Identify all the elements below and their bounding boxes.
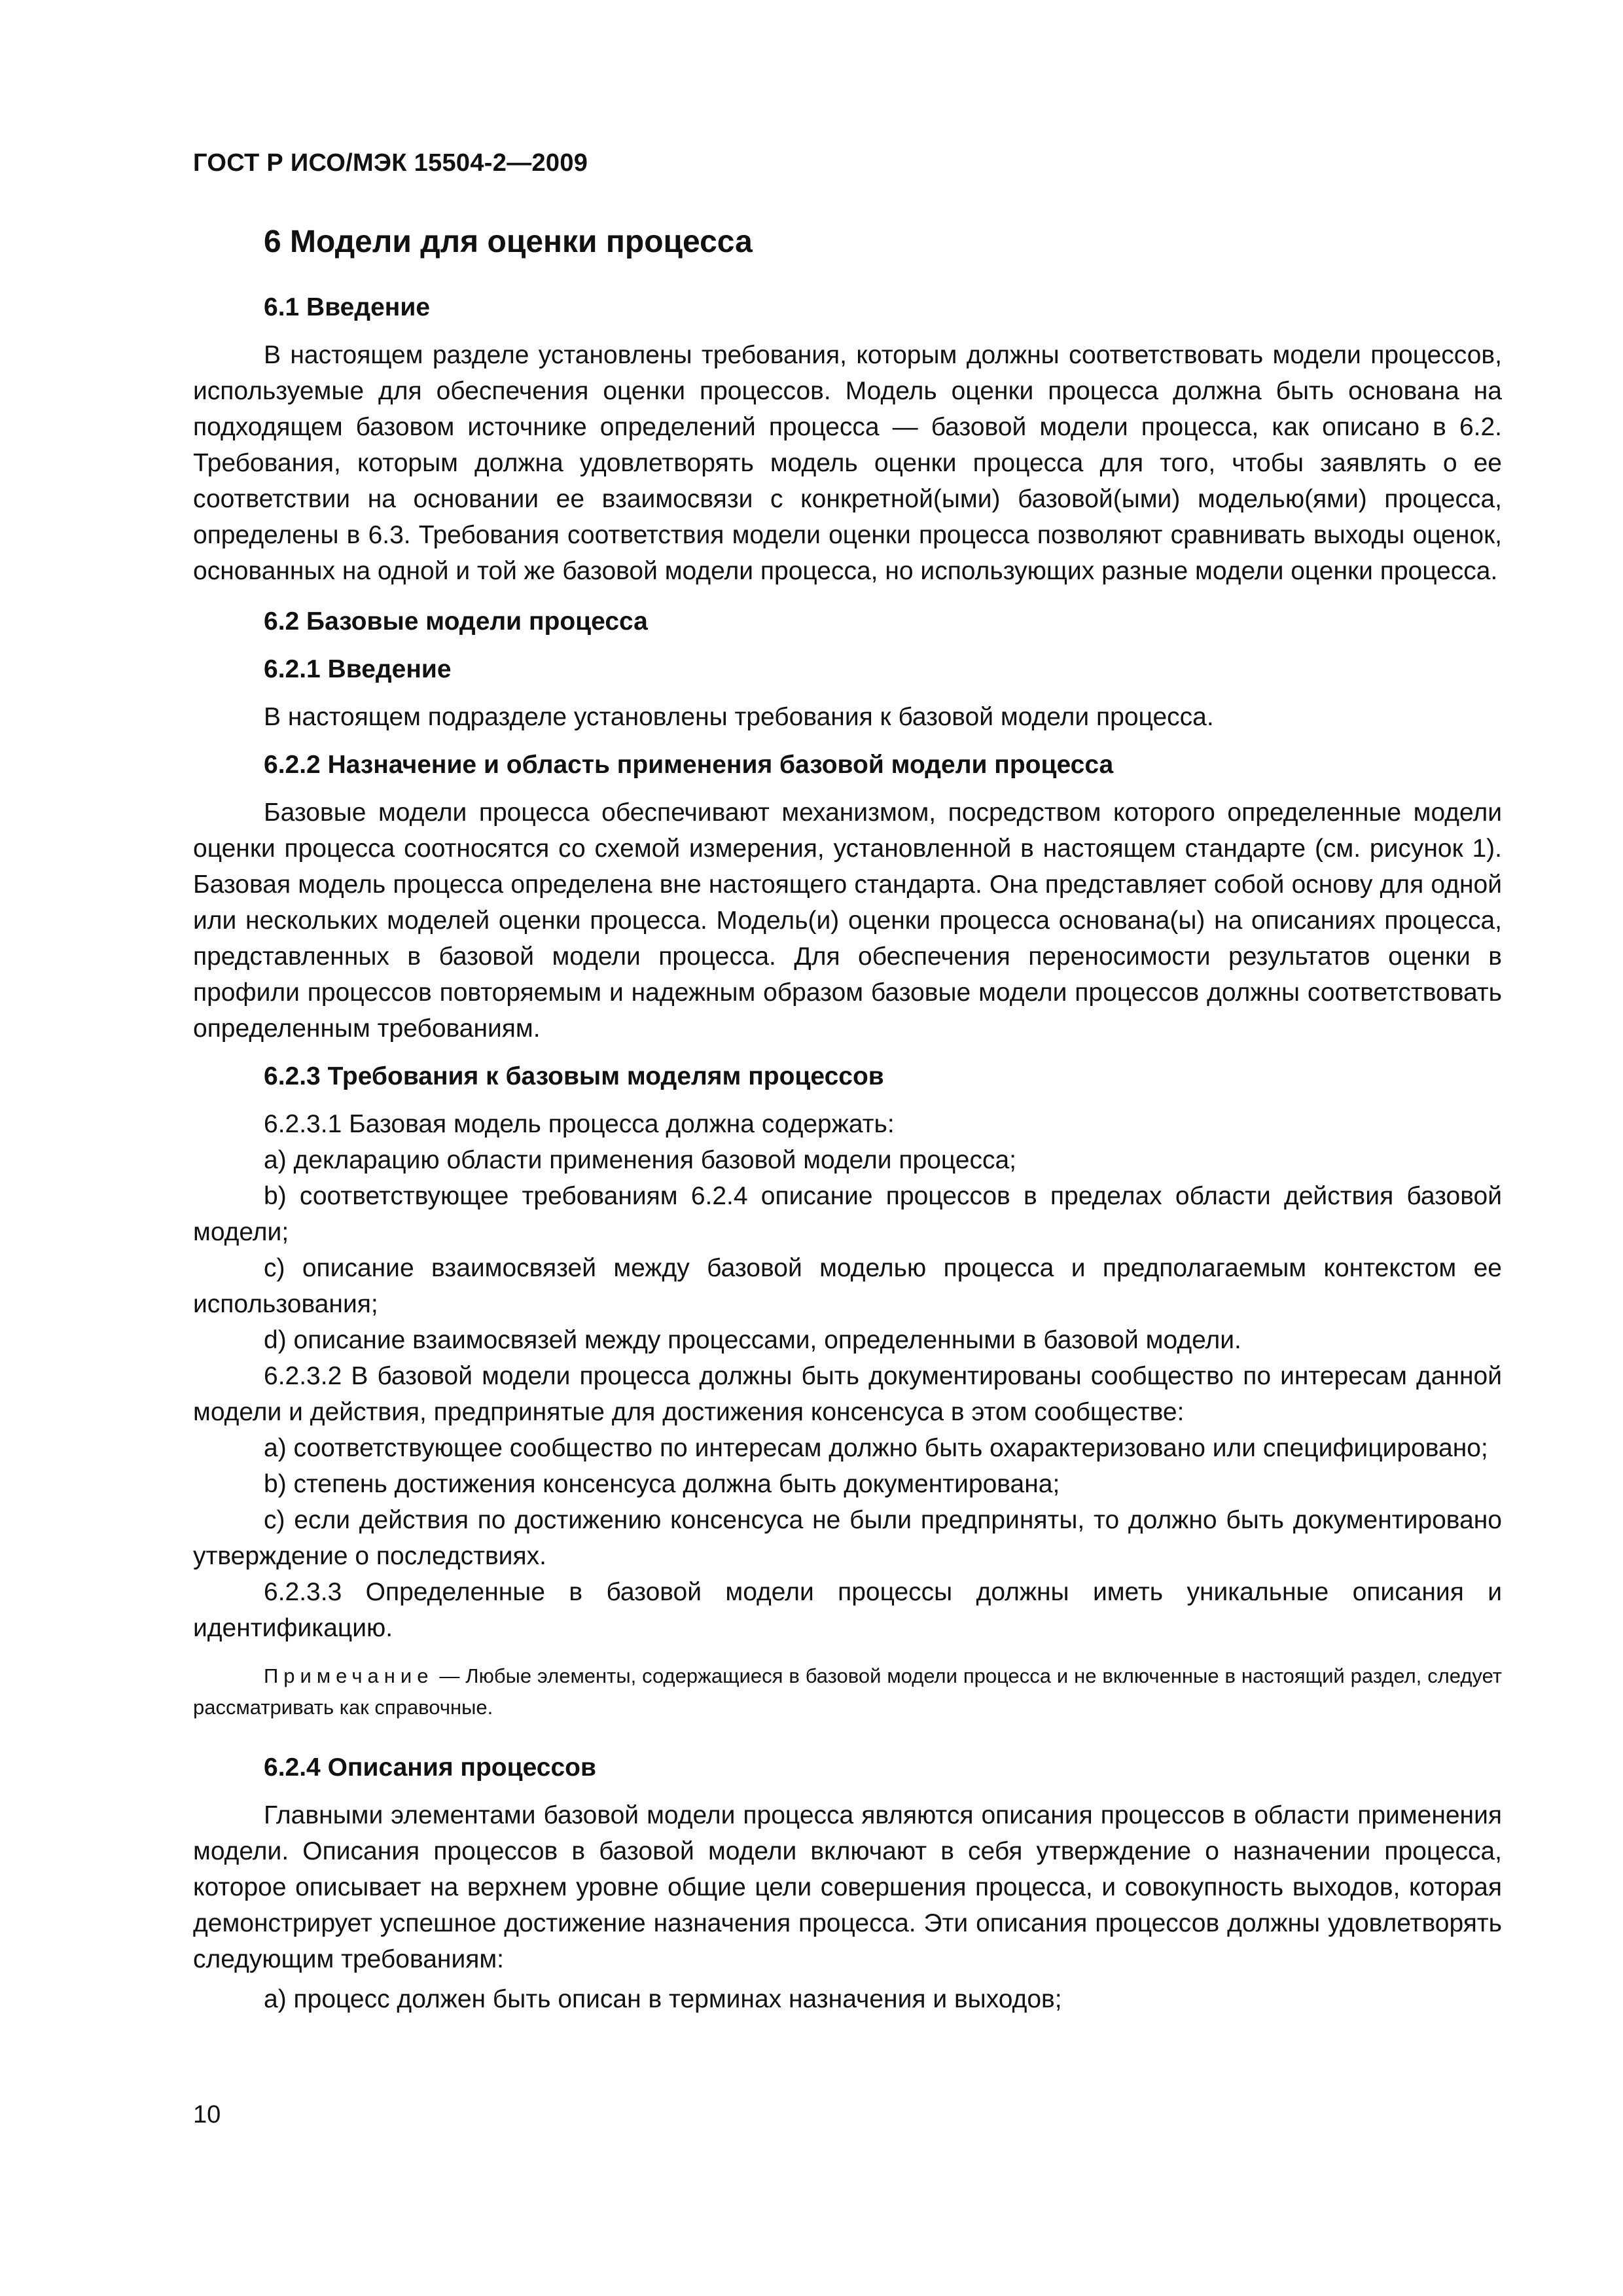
section-6-2-1-title: 6.2.1 Введение: [264, 655, 452, 683]
note-label: Примечание: [264, 1664, 434, 1687]
section-6-2-1-paragraph: В настоящем подразделе установлены требования к базовой модели процесса.: [264, 703, 1214, 731]
section-6-2-4-paragraph: Главными элементами базовой модели процесса являются описания процессов в области применения модели. Описания процессов в базовой модели включают в себя утверждение о назначении процесса, которое описывает на верхнем уровне общие цели совершения процесса, и совокупность выходов, которая демонстрирует успешное достижение назначения процесса. Эти описания процессов должны удовлетворять следующим требованиям:: [193, 1801, 1502, 1973]
list-item: a) декларацию области применения базовой модели процесса;: [264, 1146, 1017, 1174]
list-item: b) степень достижения консенсуса должна быть документирована;: [264, 1470, 1060, 1498]
section-6-2-4-title: 6.2.4 Описания процессов: [264, 1753, 596, 1782]
note-text: — Любые элементы, содержащиеся в базовой модели процесса и не включенные в настоящий раздел, следует рассматривать как справочные.: [193, 1664, 1502, 1719]
document-code-header: ГОСТ Р ИСО/МЭК 15504-2—2009: [193, 149, 588, 177]
list-item: a) соответствующее сообщество по интересам должно быть охарактеризовано или специфицировано;: [264, 1434, 1488, 1462]
list-item: 6.2.3.3 Определенные в базовой модели процессы должны иметь уникальные описания и идентификацию.: [193, 1578, 1502, 1642]
list-item: c) описание взаимосвязей между базовой моделью процесса и предполагаемым контекстом ее использования;: [193, 1254, 1502, 1318]
page-content: [193, 223, 1502, 2017]
section-6-1-title: 6.1 Введение: [264, 293, 431, 321]
list-item: c) если действия по достижению консенсуса не были предприняты, то должно быть документировано утверждение о последствиях.: [193, 1506, 1502, 1570]
section-6-2-3-title: 6.2.3 Требования к базовым моделям процессов: [264, 1062, 884, 1090]
list-item: 6.2.3.2 В базовой модели процесса должны быть документированы сообщество по интересам данной модели и действия, предпринятые для достижения консенсуса в этом сообществе:: [193, 1362, 1502, 1426]
list-item: 6.2.3.1 Базовая модель процесса должна содержать:: [264, 1110, 895, 1138]
list-item: d) описание взаимосвязей между процессами, определенными в базовой модели.: [264, 1326, 1241, 1354]
note: [193, 1660, 1502, 1723]
section-6-2-2-title: 6.2.2 Назначение и область применения базовой модели процесса: [264, 751, 1114, 779]
section-6-2-2-paragraph: Базовые модели процесса обеспечивают механизмом, посредством которого определенные модели оценки процесса соотносятся со схемой измерения, установленной в настоящем стандарте (см. рисунок 1). Базовая модель процесса определена вне настоящего стандарта. Она представляет собой основу для одной или нескольких моделей оценки процесса. Модель(и) оценки процесса основана(ы) на описаниях процесса, представленных в базовой модели процесса. Для обеспечения переносимости результатов оценки в профили процессов повторяемым и надежным образом базовые модели процессов должны соответствовать определенным требованиям.: [193, 798, 1502, 1043]
section-6-1-paragraph: В настоящем разделе установлены требования, которым должны соответствовать модели процессов, используемые для обеспечения оценки процессов. Модель оценки процесса должна быть основана на подходящем базовом источнике определений процесса — базовой модели процесса, как описано в 6.2. Требования, которым должна удовлетворять модель оценки процесса для того, чтобы заявлять о ее соответствии на основании ее взаимосвязи с конкретной(ыми) базовой(ыми) моделью(ями) процесса, определены в 6.3. Требования соответствия модели оценки процесса позволяют сравнивать выходы оценок, основанных на одной и той же базовой модели процесса, но использующих разные модели оценки процесса.: [193, 341, 1502, 585]
section-6-title: 6 Модели для оценки процесса: [264, 224, 753, 259]
list-item: b) соответствующее требованиям 6.2.4 описание процессов в пределах области действия базовой модели;: [193, 1182, 1502, 1246]
list-item: a) процесс должен быть описан в терминах назначения и выходов;: [264, 1985, 1062, 2013]
page-number: 10: [193, 2101, 221, 2128]
section-6-2-title: 6.2 Базовые модели процесса: [264, 607, 648, 636]
document-page: [193, 0, 1502, 2296]
